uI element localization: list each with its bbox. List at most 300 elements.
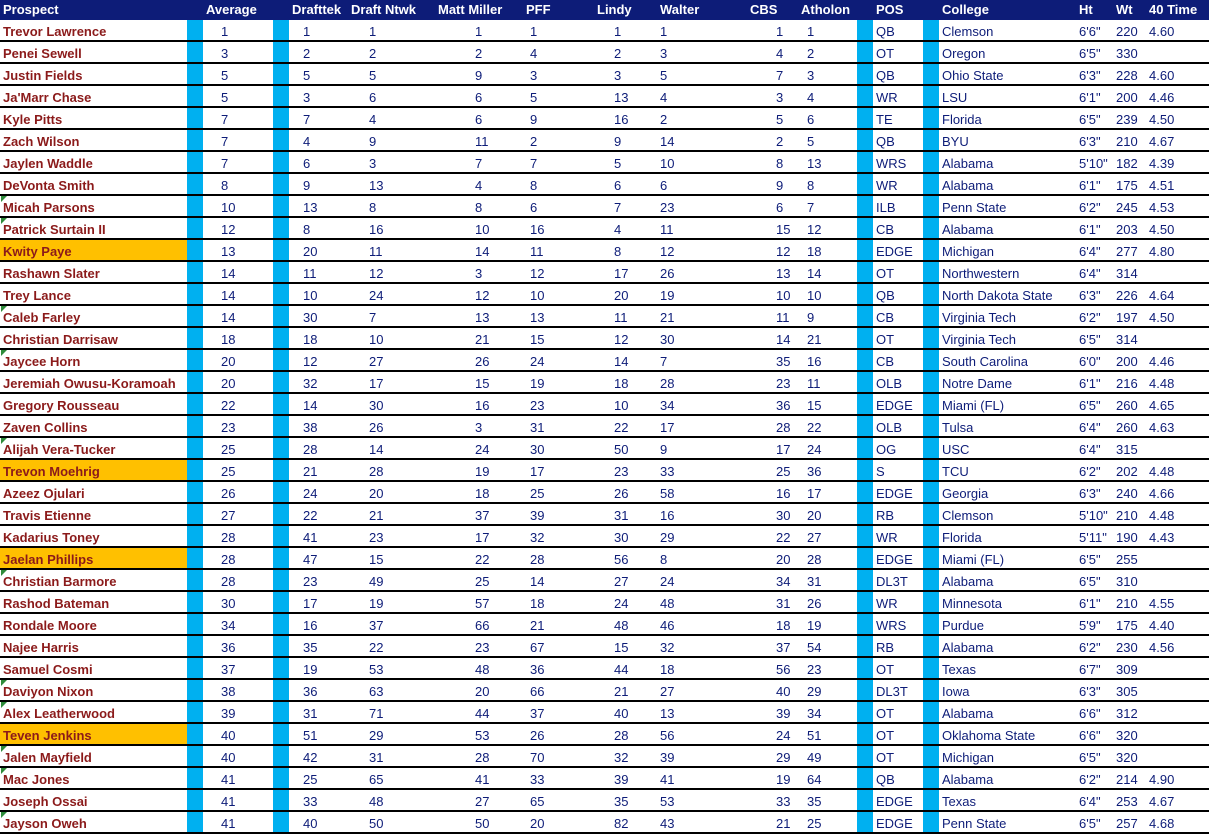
pff-cell[interactable]: 31 bbox=[523, 415, 594, 437]
lindy-cell[interactable]: 5 bbox=[594, 151, 657, 173]
college-cell[interactable]: Alabama bbox=[939, 701, 1076, 723]
average-cell[interactable]: 37 bbox=[203, 657, 273, 679]
walter-cell[interactable]: 19 bbox=[657, 283, 747, 305]
height-cell[interactable]: 5'10" bbox=[1076, 151, 1113, 173]
weight-cell[interactable]: 330 bbox=[1113, 41, 1146, 63]
table-row[interactable] bbox=[0, 217, 1209, 239]
position-cell[interactable]: OT bbox=[873, 327, 923, 349]
weight-cell[interactable]: 277 bbox=[1113, 239, 1146, 261]
forty-time-cell[interactable] bbox=[1146, 679, 1209, 701]
cbs-cell[interactable]: 18 bbox=[747, 613, 798, 635]
cbs-cell[interactable]: 36 bbox=[747, 393, 798, 415]
draft-ntwk-cell[interactable]: 24 bbox=[348, 283, 435, 305]
draft-ntwk-cell[interactable]: 37 bbox=[348, 613, 435, 635]
draft-ntwk-cell[interactable]: 63 bbox=[348, 679, 435, 701]
header-atholon[interactable]: Atholon bbox=[798, 0, 857, 20]
average-cell[interactable]: 34 bbox=[203, 613, 273, 635]
matt-miller-cell[interactable]: 19 bbox=[435, 459, 523, 481]
position-cell[interactable]: QB bbox=[873, 283, 923, 305]
weight-cell[interactable]: 175 bbox=[1113, 173, 1146, 195]
pff-cell[interactable]: 13 bbox=[523, 305, 594, 327]
pff-cell[interactable]: 32 bbox=[523, 525, 594, 547]
prospect-name-cell[interactable] bbox=[0, 327, 187, 349]
college-cell[interactable]: Miami (FL) bbox=[939, 547, 1076, 569]
college-cell[interactable]: USC bbox=[939, 437, 1076, 459]
drafttek-cell[interactable]: 6 bbox=[289, 151, 348, 173]
height-cell[interactable]: 6'2" bbox=[1076, 305, 1113, 327]
average-cell[interactable]: 10 bbox=[203, 195, 273, 217]
walter-cell[interactable]: 33 bbox=[657, 459, 747, 481]
forty-time-cell[interactable]: 4.60 bbox=[1146, 63, 1209, 85]
comment-marker-icon[interactable] bbox=[1, 570, 7, 576]
atholon-cell[interactable]: 35 bbox=[798, 789, 857, 811]
weight-cell[interactable]: 239 bbox=[1113, 107, 1146, 129]
draft-ntwk-cell[interactable]: 16 bbox=[348, 217, 435, 239]
table-row[interactable] bbox=[0, 657, 1209, 679]
walter-cell[interactable]: 53 bbox=[657, 789, 747, 811]
comment-marker-icon[interactable] bbox=[1, 812, 7, 818]
draft-ntwk-cell[interactable]: 4 bbox=[348, 107, 435, 129]
atholon-cell[interactable]: 11 bbox=[798, 371, 857, 393]
prospect-name-cell[interactable] bbox=[0, 723, 187, 745]
comment-marker-icon[interactable] bbox=[1, 768, 7, 774]
prospect-name-cell[interactable] bbox=[0, 349, 187, 371]
average-cell[interactable]: 20 bbox=[203, 349, 273, 371]
walter-cell[interactable]: 13 bbox=[657, 701, 747, 723]
matt-miller-cell[interactable]: 3 bbox=[435, 415, 523, 437]
average-cell[interactable]: 28 bbox=[203, 547, 273, 569]
cbs-cell[interactable]: 37 bbox=[747, 635, 798, 657]
walter-cell[interactable]: 43 bbox=[657, 811, 747, 833]
weight-cell[interactable]: 230 bbox=[1113, 635, 1146, 657]
table-row[interactable] bbox=[0, 767, 1209, 789]
cbs-cell[interactable]: 15 bbox=[747, 217, 798, 239]
college-cell[interactable]: Alabama bbox=[939, 635, 1076, 657]
walter-cell[interactable]: 28 bbox=[657, 371, 747, 393]
walter-cell[interactable]: 3 bbox=[657, 41, 747, 63]
pff-cell[interactable]: 66 bbox=[523, 679, 594, 701]
height-cell[interactable]: 6'4" bbox=[1076, 261, 1113, 283]
average-cell[interactable]: 5 bbox=[203, 63, 273, 85]
position-cell[interactable]: TE bbox=[873, 107, 923, 129]
height-cell[interactable]: 6'3" bbox=[1076, 63, 1113, 85]
lindy-cell[interactable]: 27 bbox=[594, 569, 657, 591]
drafttek-cell[interactable]: 36 bbox=[289, 679, 348, 701]
draft-ntwk-cell[interactable]: 17 bbox=[348, 371, 435, 393]
weight-cell[interactable]: 257 bbox=[1113, 811, 1146, 833]
matt-miller-cell[interactable]: 28 bbox=[435, 745, 523, 767]
weight-cell[interactable]: 182 bbox=[1113, 151, 1146, 173]
position-cell[interactable]: RB bbox=[873, 503, 923, 525]
cbs-cell[interactable]: 10 bbox=[747, 283, 798, 305]
position-cell[interactable]: WR bbox=[873, 591, 923, 613]
position-cell[interactable]: OT bbox=[873, 723, 923, 745]
walter-cell[interactable]: 8 bbox=[657, 547, 747, 569]
header-college[interactable]: College bbox=[939, 0, 1076, 20]
average-cell[interactable]: 7 bbox=[203, 151, 273, 173]
lindy-cell[interactable]: 21 bbox=[594, 679, 657, 701]
cbs-cell[interactable]: 12 bbox=[747, 239, 798, 261]
lindy-cell[interactable]: 10 bbox=[594, 393, 657, 415]
cbs-cell[interactable]: 8 bbox=[747, 151, 798, 173]
table-row[interactable] bbox=[0, 613, 1209, 635]
draft-ntwk-cell[interactable]: 65 bbox=[348, 767, 435, 789]
height-cell[interactable]: 6'5" bbox=[1076, 745, 1113, 767]
matt-miller-cell[interactable]: 7 bbox=[435, 151, 523, 173]
header-ht[interactable]: Ht bbox=[1076, 0, 1113, 20]
atholon-cell[interactable]: 16 bbox=[798, 349, 857, 371]
cbs-cell[interactable]: 17 bbox=[747, 437, 798, 459]
header-forty[interactable]: 40 Time bbox=[1146, 0, 1209, 20]
lindy-cell[interactable]: 4 bbox=[594, 217, 657, 239]
height-cell[interactable]: 6'2" bbox=[1076, 459, 1113, 481]
comment-marker-icon[interactable] bbox=[1, 196, 7, 202]
average-cell[interactable]: 22 bbox=[203, 393, 273, 415]
draft-ntwk-cell[interactable]: 6 bbox=[348, 85, 435, 107]
position-cell[interactable]: QB bbox=[873, 129, 923, 151]
height-cell[interactable]: 6'3" bbox=[1076, 481, 1113, 503]
college-cell[interactable]: Alabama bbox=[939, 767, 1076, 789]
college-cell[interactable]: Iowa bbox=[939, 679, 1076, 701]
walter-cell[interactable]: 16 bbox=[657, 503, 747, 525]
college-cell[interactable]: Florida bbox=[939, 525, 1076, 547]
table-row[interactable] bbox=[0, 591, 1209, 613]
lindy-cell[interactable]: 6 bbox=[594, 173, 657, 195]
atholon-cell[interactable]: 27 bbox=[798, 525, 857, 547]
prospect-name-cell[interactable] bbox=[0, 679, 187, 701]
drafttek-cell[interactable]: 28 bbox=[289, 437, 348, 459]
draft-ntwk-cell[interactable]: 9 bbox=[348, 129, 435, 151]
prospect-name-cell[interactable] bbox=[0, 129, 187, 151]
lindy-cell[interactable]: 56 bbox=[594, 547, 657, 569]
prospect-name-cell[interactable] bbox=[0, 635, 187, 657]
position-cell[interactable]: QB bbox=[873, 63, 923, 85]
height-cell[interactable]: 6'1" bbox=[1076, 85, 1113, 107]
table-row[interactable] bbox=[0, 41, 1209, 63]
draft-ntwk-cell[interactable]: 3 bbox=[348, 151, 435, 173]
average-cell[interactable]: 38 bbox=[203, 679, 273, 701]
lindy-cell[interactable]: 14 bbox=[594, 349, 657, 371]
average-cell[interactable]: 41 bbox=[203, 767, 273, 789]
position-cell[interactable]: ILB bbox=[873, 195, 923, 217]
atholon-cell[interactable]: 29 bbox=[798, 679, 857, 701]
prospect-name-cell[interactable] bbox=[0, 20, 187, 41]
position-cell[interactable]: OT bbox=[873, 41, 923, 63]
college-cell[interactable]: Penn State bbox=[939, 195, 1076, 217]
draft-ntwk-cell[interactable]: 2 bbox=[348, 41, 435, 63]
matt-miller-cell[interactable]: 12 bbox=[435, 283, 523, 305]
matt-miller-cell[interactable]: 41 bbox=[435, 767, 523, 789]
table-row[interactable] bbox=[0, 239, 1209, 261]
draft-ntwk-cell[interactable]: 26 bbox=[348, 415, 435, 437]
average-cell[interactable]: 41 bbox=[203, 811, 273, 833]
drafttek-cell[interactable]: 4 bbox=[289, 129, 348, 151]
prospect-name-cell[interactable] bbox=[0, 437, 187, 459]
position-cell[interactable]: OT bbox=[873, 261, 923, 283]
walter-cell[interactable]: 41 bbox=[657, 767, 747, 789]
draft-ntwk-cell[interactable]: 1 bbox=[348, 20, 435, 41]
forty-time-cell[interactable]: 4.64 bbox=[1146, 283, 1209, 305]
college-cell[interactable]: Virginia Tech bbox=[939, 327, 1076, 349]
height-cell[interactable]: 5'9" bbox=[1076, 613, 1113, 635]
drafttek-cell[interactable]: 9 bbox=[289, 173, 348, 195]
prospect-name-cell[interactable] bbox=[0, 261, 187, 283]
draft-ntwk-cell[interactable]: 71 bbox=[348, 701, 435, 723]
table-row[interactable] bbox=[0, 305, 1209, 327]
forty-time-cell[interactable]: 4.46 bbox=[1146, 349, 1209, 371]
cbs-cell[interactable]: 39 bbox=[747, 701, 798, 723]
drafttek-cell[interactable]: 12 bbox=[289, 349, 348, 371]
weight-cell[interactable]: 240 bbox=[1113, 481, 1146, 503]
prospect-name-cell[interactable] bbox=[0, 415, 187, 437]
position-cell[interactable]: EDGE bbox=[873, 239, 923, 261]
prospect-name-cell[interactable] bbox=[0, 393, 187, 415]
drafttek-cell[interactable]: 8 bbox=[289, 217, 348, 239]
pff-cell[interactable]: 21 bbox=[523, 613, 594, 635]
walter-cell[interactable]: 14 bbox=[657, 129, 747, 151]
lindy-cell[interactable]: 28 bbox=[594, 723, 657, 745]
weight-cell[interactable]: 314 bbox=[1113, 327, 1146, 349]
weight-cell[interactable]: 200 bbox=[1113, 349, 1146, 371]
header-draft-ntwk[interactable]: Draft Ntwk bbox=[348, 0, 435, 20]
walter-cell[interactable]: 58 bbox=[657, 481, 747, 503]
pff-cell[interactable]: 19 bbox=[523, 371, 594, 393]
table-row[interactable] bbox=[0, 63, 1209, 85]
average-cell[interactable]: 14 bbox=[203, 283, 273, 305]
position-cell[interactable]: WR bbox=[873, 173, 923, 195]
cbs-cell[interactable]: 23 bbox=[747, 371, 798, 393]
drafttek-cell[interactable]: 11 bbox=[289, 261, 348, 283]
atholon-cell[interactable]: 9 bbox=[798, 305, 857, 327]
walter-cell[interactable]: 32 bbox=[657, 635, 747, 657]
cbs-cell[interactable]: 25 bbox=[747, 459, 798, 481]
forty-time-cell[interactable]: 4.80 bbox=[1146, 239, 1209, 261]
lindy-cell[interactable]: 12 bbox=[594, 327, 657, 349]
college-cell[interactable]: Ohio State bbox=[939, 63, 1076, 85]
prospect-name-cell[interactable] bbox=[0, 547, 187, 569]
table-row[interactable] bbox=[0, 349, 1209, 371]
draft-ntwk-cell[interactable]: 30 bbox=[348, 393, 435, 415]
atholon-cell[interactable]: 26 bbox=[798, 591, 857, 613]
weight-cell[interactable]: 260 bbox=[1113, 415, 1146, 437]
matt-miller-cell[interactable]: 53 bbox=[435, 723, 523, 745]
cbs-cell[interactable]: 40 bbox=[747, 679, 798, 701]
walter-cell[interactable]: 9 bbox=[657, 437, 747, 459]
college-cell[interactable]: Northwestern bbox=[939, 261, 1076, 283]
atholon-cell[interactable]: 49 bbox=[798, 745, 857, 767]
pff-cell[interactable]: 30 bbox=[523, 437, 594, 459]
drafttek-cell[interactable]: 23 bbox=[289, 569, 348, 591]
cbs-cell[interactable]: 11 bbox=[747, 305, 798, 327]
draft-ntwk-cell[interactable]: 48 bbox=[348, 789, 435, 811]
draft-ntwk-cell[interactable]: 27 bbox=[348, 349, 435, 371]
lindy-cell[interactable]: 3 bbox=[594, 63, 657, 85]
forty-time-cell[interactable] bbox=[1146, 261, 1209, 283]
college-cell[interactable]: Michigan bbox=[939, 239, 1076, 261]
forty-time-cell[interactable] bbox=[1146, 701, 1209, 723]
atholon-cell[interactable]: 10 bbox=[798, 283, 857, 305]
drafttek-cell[interactable]: 16 bbox=[289, 613, 348, 635]
college-cell[interactable]: Miami (FL) bbox=[939, 393, 1076, 415]
forty-time-cell[interactable]: 4.50 bbox=[1146, 107, 1209, 129]
drafttek-cell[interactable]: 31 bbox=[289, 701, 348, 723]
weight-cell[interactable]: 210 bbox=[1113, 591, 1146, 613]
height-cell[interactable]: 6'4" bbox=[1076, 437, 1113, 459]
college-cell[interactable]: Tulsa bbox=[939, 415, 1076, 437]
forty-time-cell[interactable] bbox=[1146, 745, 1209, 767]
matt-miller-cell[interactable]: 14 bbox=[435, 239, 523, 261]
atholon-cell[interactable]: 4 bbox=[798, 85, 857, 107]
matt-miller-cell[interactable]: 25 bbox=[435, 569, 523, 591]
header-matt-miller[interactable]: Matt Miller bbox=[435, 0, 523, 20]
table-row[interactable] bbox=[0, 129, 1209, 151]
college-cell[interactable]: Texas bbox=[939, 657, 1076, 679]
table-row[interactable] bbox=[0, 459, 1209, 481]
lindy-cell[interactable]: 1 bbox=[594, 20, 657, 41]
average-cell[interactable]: 1 bbox=[203, 20, 273, 41]
forty-time-cell[interactable]: 4.51 bbox=[1146, 173, 1209, 195]
pff-cell[interactable]: 37 bbox=[523, 701, 594, 723]
prospect-name-cell[interactable] bbox=[0, 151, 187, 173]
lindy-cell[interactable]: 13 bbox=[594, 85, 657, 107]
header-cbs[interactable]: CBS bbox=[747, 0, 798, 20]
matt-miller-cell[interactable]: 50 bbox=[435, 811, 523, 833]
pff-cell[interactable]: 11 bbox=[523, 239, 594, 261]
walter-cell[interactable]: 46 bbox=[657, 613, 747, 635]
forty-time-cell[interactable]: 4.46 bbox=[1146, 85, 1209, 107]
height-cell[interactable]: 6'6" bbox=[1076, 20, 1113, 41]
average-cell[interactable]: 14 bbox=[203, 261, 273, 283]
draft-ntwk-cell[interactable]: 31 bbox=[348, 745, 435, 767]
draft-ntwk-cell[interactable]: 53 bbox=[348, 657, 435, 679]
height-cell[interactable]: 6'2" bbox=[1076, 767, 1113, 789]
forty-time-cell[interactable] bbox=[1146, 437, 1209, 459]
cbs-cell[interactable]: 56 bbox=[747, 657, 798, 679]
walter-cell[interactable]: 26 bbox=[657, 261, 747, 283]
pff-cell[interactable]: 9 bbox=[523, 107, 594, 129]
height-cell[interactable]: 6'1" bbox=[1076, 591, 1113, 613]
drafttek-cell[interactable]: 40 bbox=[289, 811, 348, 833]
position-cell[interactable]: OT bbox=[873, 701, 923, 723]
prospect-name-cell[interactable] bbox=[0, 305, 187, 327]
lindy-cell[interactable]: 44 bbox=[594, 657, 657, 679]
weight-cell[interactable]: 245 bbox=[1113, 195, 1146, 217]
weight-cell[interactable]: 210 bbox=[1113, 129, 1146, 151]
cbs-cell[interactable]: 19 bbox=[747, 767, 798, 789]
forty-time-cell[interactable]: 4.50 bbox=[1146, 305, 1209, 327]
matt-miller-cell[interactable]: 20 bbox=[435, 679, 523, 701]
average-cell[interactable]: 28 bbox=[203, 525, 273, 547]
average-cell[interactable]: 14 bbox=[203, 305, 273, 327]
prospect-name-cell[interactable] bbox=[0, 745, 187, 767]
average-cell[interactable]: 3 bbox=[203, 41, 273, 63]
height-cell[interactable]: 6'4" bbox=[1076, 415, 1113, 437]
prospect-name-cell[interactable] bbox=[0, 569, 187, 591]
forty-time-cell[interactable] bbox=[1146, 547, 1209, 569]
position-cell[interactable]: RB bbox=[873, 635, 923, 657]
matt-miller-cell[interactable]: 27 bbox=[435, 789, 523, 811]
weight-cell[interactable]: 305 bbox=[1113, 679, 1146, 701]
cbs-cell[interactable]: 6 bbox=[747, 195, 798, 217]
cbs-cell[interactable]: 20 bbox=[747, 547, 798, 569]
lindy-cell[interactable]: 39 bbox=[594, 767, 657, 789]
college-cell[interactable]: Michigan bbox=[939, 745, 1076, 767]
pff-cell[interactable]: 2 bbox=[523, 129, 594, 151]
position-cell[interactable]: WR bbox=[873, 525, 923, 547]
lindy-cell[interactable]: 18 bbox=[594, 371, 657, 393]
atholon-cell[interactable]: 18 bbox=[798, 239, 857, 261]
atholon-cell[interactable]: 36 bbox=[798, 459, 857, 481]
draft-ntwk-cell[interactable]: 10 bbox=[348, 327, 435, 349]
matt-miller-cell[interactable]: 3 bbox=[435, 261, 523, 283]
height-cell[interactable]: 6'4" bbox=[1076, 789, 1113, 811]
matt-miller-cell[interactable]: 26 bbox=[435, 349, 523, 371]
cbs-cell[interactable]: 1 bbox=[747, 20, 798, 41]
cbs-cell[interactable]: 34 bbox=[747, 569, 798, 591]
prospect-name-cell[interactable] bbox=[0, 239, 187, 261]
height-cell[interactable]: 6'5" bbox=[1076, 107, 1113, 129]
lindy-cell[interactable]: 20 bbox=[594, 283, 657, 305]
average-cell[interactable]: 12 bbox=[203, 217, 273, 239]
forty-time-cell[interactable]: 4.66 bbox=[1146, 481, 1209, 503]
drafttek-cell[interactable]: 20 bbox=[289, 239, 348, 261]
matt-miller-cell[interactable]: 44 bbox=[435, 701, 523, 723]
forty-time-cell[interactable] bbox=[1146, 723, 1209, 745]
draft-ntwk-cell[interactable]: 12 bbox=[348, 261, 435, 283]
header-prospect[interactable]: Prospect bbox=[0, 0, 187, 20]
prospect-name-cell[interactable] bbox=[0, 41, 187, 63]
forty-time-cell[interactable] bbox=[1146, 657, 1209, 679]
drafttek-cell[interactable]: 47 bbox=[289, 547, 348, 569]
draft-ntwk-cell[interactable]: 8 bbox=[348, 195, 435, 217]
pff-cell[interactable]: 5 bbox=[523, 85, 594, 107]
walter-cell[interactable]: 4 bbox=[657, 85, 747, 107]
matt-miller-cell[interactable]: 1 bbox=[435, 20, 523, 41]
walter-cell[interactable]: 27 bbox=[657, 679, 747, 701]
table-row[interactable] bbox=[0, 547, 1209, 569]
position-cell[interactable]: DL3T bbox=[873, 569, 923, 591]
weight-cell[interactable]: 214 bbox=[1113, 767, 1146, 789]
prospect-name-cell[interactable] bbox=[0, 459, 187, 481]
pff-cell[interactable]: 14 bbox=[523, 569, 594, 591]
college-cell[interactable]: Virginia Tech bbox=[939, 305, 1076, 327]
header-wt[interactable]: Wt bbox=[1113, 0, 1146, 20]
cbs-cell[interactable]: 31 bbox=[747, 591, 798, 613]
cbs-cell[interactable]: 16 bbox=[747, 481, 798, 503]
matt-miller-cell[interactable]: 57 bbox=[435, 591, 523, 613]
weight-cell[interactable]: 226 bbox=[1113, 283, 1146, 305]
drafttek-cell[interactable]: 22 bbox=[289, 503, 348, 525]
atholon-cell[interactable]: 24 bbox=[798, 437, 857, 459]
cbs-cell[interactable]: 33 bbox=[747, 789, 798, 811]
forty-time-cell[interactable]: 4.60 bbox=[1146, 20, 1209, 41]
lindy-cell[interactable]: 26 bbox=[594, 481, 657, 503]
draft-ntwk-cell[interactable]: 29 bbox=[348, 723, 435, 745]
weight-cell[interactable]: 309 bbox=[1113, 657, 1146, 679]
atholon-cell[interactable]: 25 bbox=[798, 811, 857, 833]
cbs-cell[interactable]: 5 bbox=[747, 107, 798, 129]
comment-marker-icon[interactable] bbox=[1, 680, 7, 686]
pff-cell[interactable]: 25 bbox=[523, 481, 594, 503]
weight-cell[interactable]: 228 bbox=[1113, 63, 1146, 85]
weight-cell[interactable]: 190 bbox=[1113, 525, 1146, 547]
comment-marker-icon[interactable] bbox=[1, 702, 7, 708]
walter-cell[interactable]: 11 bbox=[657, 217, 747, 239]
prospect-name-cell[interactable] bbox=[0, 613, 187, 635]
height-cell[interactable]: 6'1" bbox=[1076, 173, 1113, 195]
cbs-cell[interactable]: 3 bbox=[747, 85, 798, 107]
college-cell[interactable]: LSU bbox=[939, 85, 1076, 107]
